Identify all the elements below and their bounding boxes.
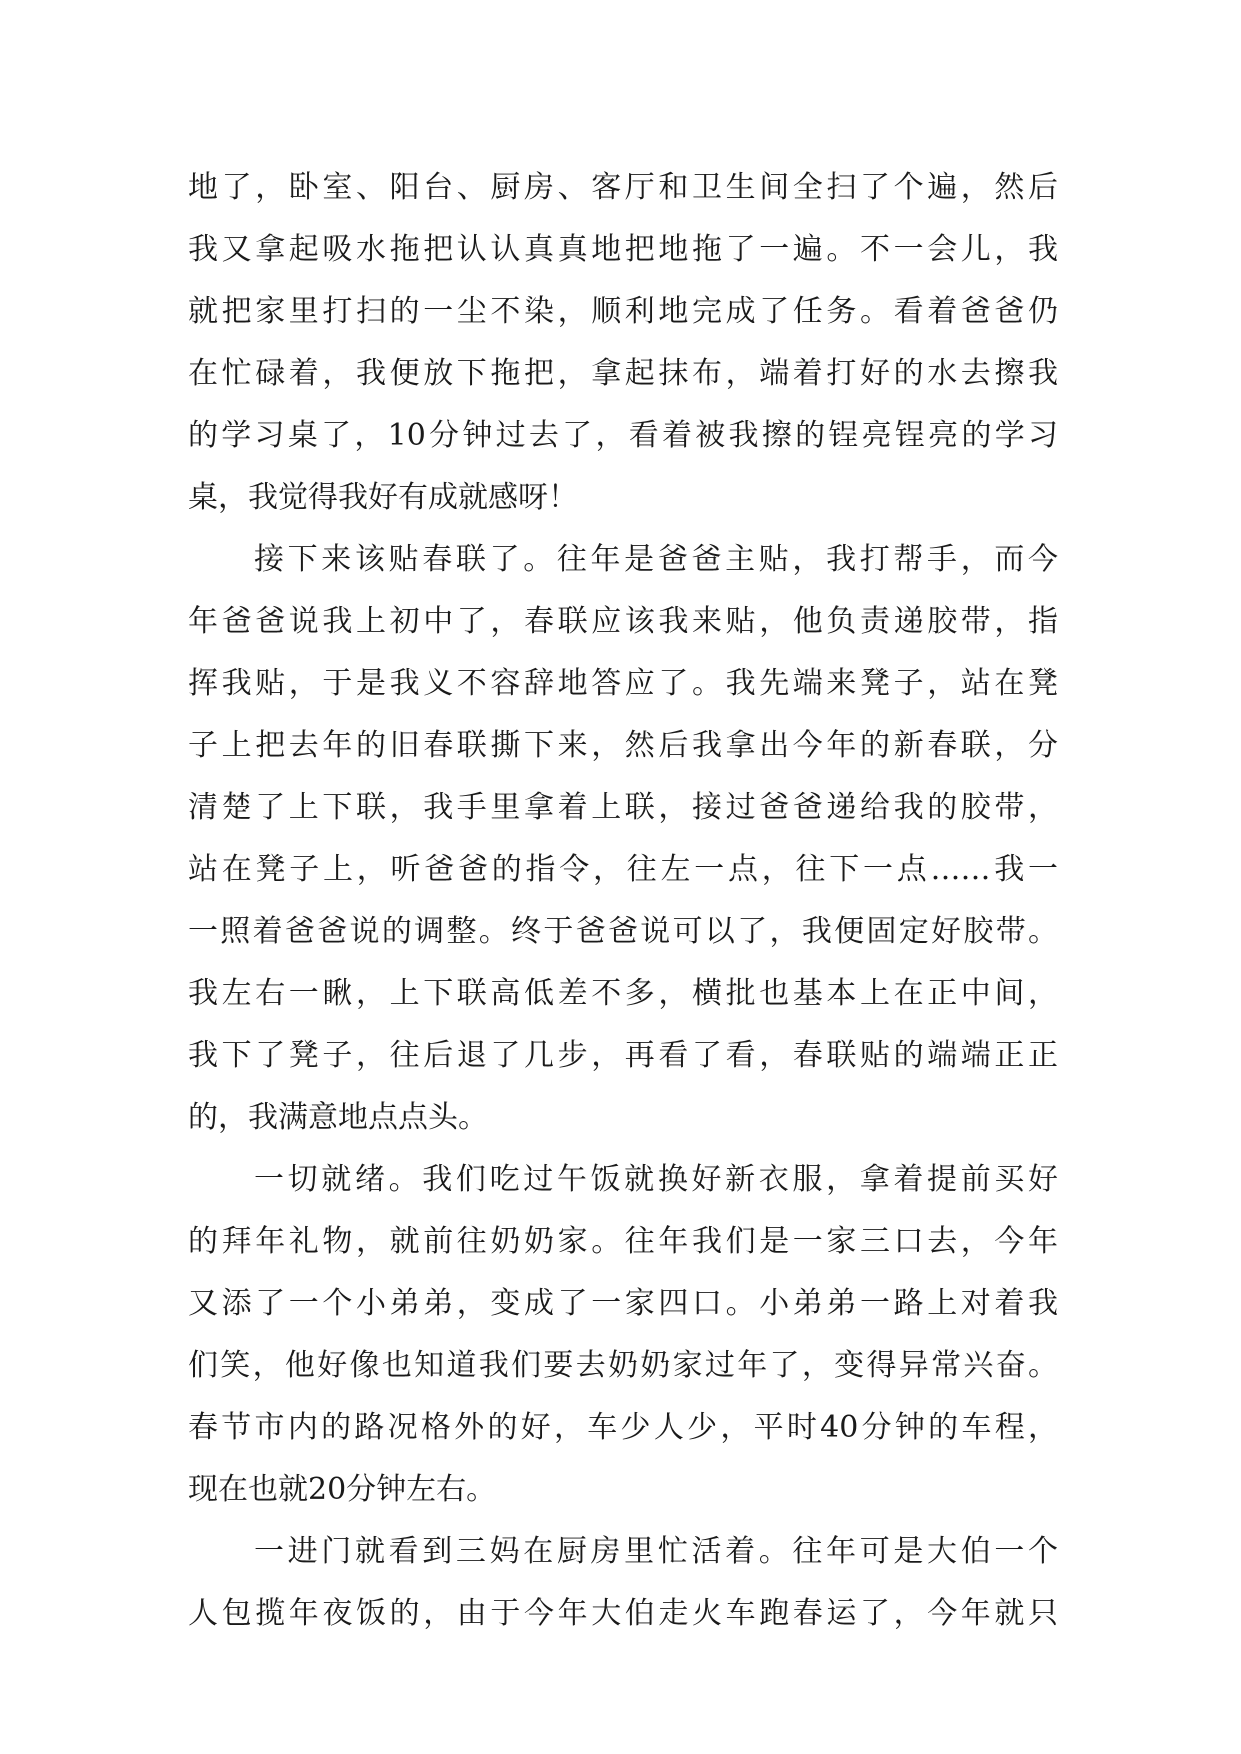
text-line: 的学习桌了，10分钟过去了，看着被我擦的锃亮锃亮的学习 <box>188 418 1058 453</box>
text-line: 我左右一瞅，上下联高低差不多，横批也基本上在正中间， <box>188 976 1058 1011</box>
text-line: 春节市内的路况格外的好，车少人少，平时40分钟的车程， <box>188 1410 1058 1445</box>
text-line: 一照着爸爸说的调整。终于爸爸说可以了，我便固定好胶带。 <box>188 914 1058 949</box>
document-body <box>188 157 1058 1645</box>
text-line: 桌，我觉得我好有成就感呀！ <box>188 480 578 515</box>
text-line: 人包揽年夜饭的，由于今年大伯走火车跑春运了，今年就只 <box>188 1596 1058 1631</box>
text-line: 挥我贴，于是我义不容辞地答应了。我先端来凳子，站在凳 <box>188 666 1058 701</box>
text-line: 一进门就看到三妈在厨房里忙活着。往年可是大伯一个 <box>254 1534 1058 1569</box>
text-line: 的，我满意地点点头。 <box>188 1100 488 1135</box>
text-line: 一切就绪。我们吃过午饭就换好新衣服，拿着提前买好 <box>254 1162 1058 1197</box>
text-line: 站在凳子上，听爸爸的指令，往左一点，往下一点……我一 <box>188 852 1058 887</box>
text-line: 子上把去年的旧春联撕下来，然后我拿出今年的新春联，分 <box>188 728 1058 763</box>
text-line: 年爸爸说我上初中了，春联应该我来贴，他负责递胶带，指 <box>188 604 1058 639</box>
text-line: 在忙碌着，我便放下拖把，拿起抹布，端着打好的水去擦我 <box>188 356 1058 391</box>
text-line: 现在也就20分钟左右。 <box>188 1472 497 1507</box>
text-line: 又添了一个小弟弟，变成了一家四口。小弟弟一路上对着我 <box>188 1286 1058 1321</box>
text-line: 们笑，他好像也知道我们要去奶奶家过年了，变得异常兴奋。 <box>188 1348 1058 1383</box>
text-line: 就把家里打扫的一尘不染，顺利地完成了任务。看着爸爸仍 <box>188 294 1058 329</box>
text-line: 接下来该贴春联了。往年是爸爸主贴，我打帮手，而今 <box>254 542 1058 577</box>
text-line: 清楚了上下联，我手里拿着上联，接过爸爸递给我的胶带， <box>188 790 1058 825</box>
text-line: 我下了凳子，往后退了几步，再看了看，春联贴的端端正正 <box>188 1038 1058 1073</box>
text-line: 的拜年礼物，就前往奶奶家。往年我们是一家三口去，今年 <box>188 1224 1058 1259</box>
text-line: 我又拿起吸水拖把认认真真地把地拖了一遍。不一会儿，我 <box>188 232 1058 267</box>
text-line: 地了，卧室、阳台、厨房、客厅和卫生间全扫了个遍，然后 <box>188 170 1058 205</box>
